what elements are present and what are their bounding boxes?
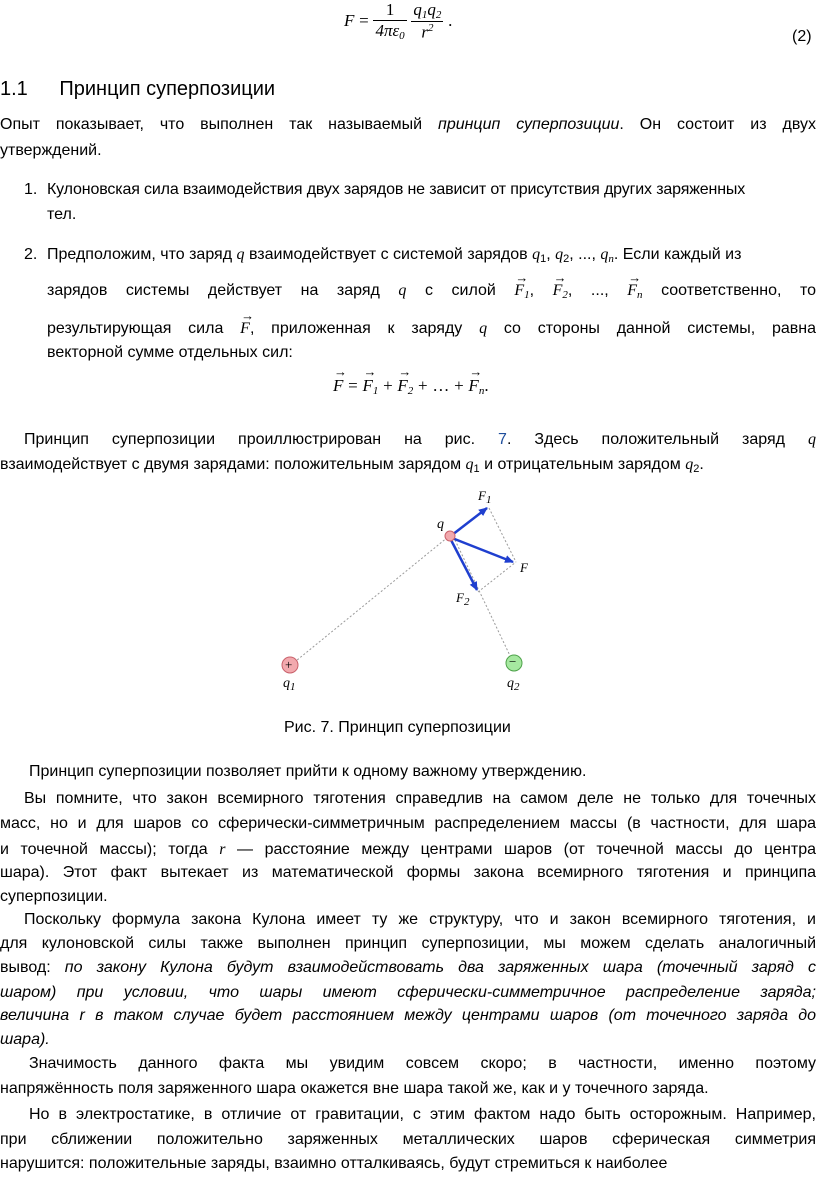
fig-intro-l2-text-a: взаимодействует с двумя зарядами: положительным зарядом	[0, 456, 462, 473]
fig-intro-q: q	[807, 431, 816, 448]
diagram-label-q2	[507, 676, 520, 693]
formula-r-sup: 2	[427, 22, 434, 34]
section-title: Принцип суперпозиции	[59, 78, 276, 100]
body-p4-line-1: Значимость данного факта мы увидим совсем скоро; в частности, именно поэтому	[29, 1055, 816, 1072]
figure-caption: Рис. 7. Принцип суперпозиции	[284, 719, 511, 736]
li2-Fn-letter: F	[627, 282, 638, 299]
diagram-label-q: q	[437, 517, 444, 532]
intro-line-2: утверждений.	[0, 142, 102, 159]
formula-den-1-sub: 0	[399, 30, 405, 43]
formula-q1-sub: 1	[421, 9, 428, 21]
formula-num-1: 1	[373, 0, 406, 21]
li2-q2: q	[555, 246, 564, 263]
li2-l3-text-b: , приложенная к заряду	[249, 320, 463, 337]
li2-text-b: взаимодействует с системой зарядов	[248, 246, 528, 263]
p3-l3-text-b: по закону Кулона будут взаимодействовать два заряженных шара (точечный заряд с	[64, 959, 816, 976]
formula-dot: .	[448, 10, 453, 30]
force-arrow-F1	[452, 508, 487, 535]
diagram-label-F1-sub: 1	[485, 494, 492, 506]
p2-l3-r: r	[219, 841, 226, 858]
fig-intro-text-a: Принцип суперпозиции проиллюстрирован на рис.	[24, 431, 476, 448]
list-item-2-line-2: зарядов системы действует на заряд q с силой → $F_1$, → $F_2$, ..., → $F_n$ соответственно, то	[47, 282, 816, 301]
dotted-line-q1-q	[291, 537, 448, 665]
formula-den-1: 4πε	[375, 21, 400, 41]
li2-text-c: . Если каждый из	[613, 246, 742, 263]
li2-q2-sub: 2	[563, 253, 570, 265]
diagram-label-F2	[456, 590, 469, 608]
section-number: 1.1	[0, 78, 28, 100]
eq-F1-letter: F	[362, 376, 373, 395]
diagram-label-F1	[478, 488, 491, 506]
eq-F2-letter: F	[397, 376, 408, 395]
list-item-1-line-1: Кулоновская сила взаимодействия двух зарядов не зависит от присутствия других заряженных	[47, 181, 746, 198]
body-p3-line-1: Поскольку формула закона Кулона имеет ту же структуру, что и закон всемирного тяготения, и	[24, 911, 816, 928]
body-p5-line-3: нарушится: положительные заряды, взаимно отталкиваясь, будут стремиться к наиболее	[0, 1155, 668, 1172]
p2-l3-text-a: и точечной массы); тогда	[0, 841, 208, 858]
li2-l2-text-a: зарядов системы действует на заряд	[47, 282, 380, 299]
li2-l3-text-a: результирующая сила	[47, 320, 224, 337]
list-marker-1: 1.	[24, 181, 38, 198]
diagram-label-F2-sub: 2	[463, 596, 470, 608]
eq-plus-3: +	[454, 376, 464, 395]
fig-intro-q1: q	[465, 456, 474, 473]
formula-q1: q	[413, 0, 422, 19]
eq-Fn-letter: F	[468, 376, 479, 395]
li2-l2-q: q	[398, 282, 407, 299]
li2-qn: q	[600, 246, 609, 263]
formula-q2: q	[427, 0, 436, 19]
formula-q2-sub: 2	[435, 9, 442, 21]
formula-r: r	[421, 22, 428, 42]
formula-eq: =	[359, 10, 369, 30]
eq-F2-sub: 2	[407, 385, 414, 397]
body-p1: Принцип суперпозиции позволяет прийти к одному важному утверждению.	[29, 763, 587, 780]
body-p2-line-1: Вы помните, что закон всемирного тяготения справедлив на самом деле не только для точечных	[24, 790, 816, 807]
eq-equals: =	[348, 376, 358, 395]
diagram-label-F2-letter: F	[456, 590, 464, 605]
p2-l3-text-b: — расстояние между центрами шаров (от точечной массы до центра	[237, 841, 816, 858]
body-p5-line-2: при сближении положительно заряженных металлических шаров сферическая симметрия	[0, 1131, 816, 1148]
body-p2-line-4: шара). Этот факт вытекает из математической формы закона всемирного тяготения и принципа	[0, 864, 816, 881]
diagram-label-F1-letter: F	[478, 488, 486, 503]
li2-l3-q: q	[479, 320, 488, 337]
list-item-2-line-4: векторной сумме отдельных сил:	[47, 344, 293, 361]
li2-q1-sub: 1	[540, 253, 547, 265]
plus-sign: +	[285, 657, 293, 672]
eq-dot: .	[484, 376, 489, 395]
fig-intro-l2-text-b: и отрицательным зарядом	[484, 456, 681, 473]
li2-l2-text-c: соответственно, то	[661, 282, 816, 299]
li2-text-a: Предположим, что заряд	[47, 246, 233, 263]
body-p3-line-6: шара).	[0, 1031, 50, 1048]
diagram-label-q1	[283, 676, 296, 693]
diagram-label-q1-sub: 1	[290, 681, 296, 693]
li2-F2-letter: F	[552, 282, 563, 299]
formula-lhs: F	[344, 10, 355, 30]
li2-l3-text-c: со стороны данной системы, равна	[503, 320, 816, 337]
body-p2-line-2: масс, но и для шаров со сферически-симметричным распределением массы (в частности, для шара	[0, 815, 816, 832]
body-p2-line-5: суперпозиции.	[0, 888, 108, 905]
li2-F2-sub: 2	[562, 289, 568, 301]
fig-intro-q2: q	[685, 456, 694, 473]
fig-intro-text-b: . Здесь положительный заряд	[506, 431, 786, 448]
eq-dots: …	[432, 376, 450, 395]
li2-l2-text-b: с силой	[424, 282, 496, 299]
eq-F1-sub: 1	[372, 385, 379, 397]
diagram-label-q2-sub: 2	[514, 681, 520, 693]
list-item-1-line-2: тел.	[47, 206, 77, 223]
li2-F1-sub: 1	[524, 289, 530, 301]
intro-text-a: Опыт показывает, что выполнен так называемый	[0, 116, 423, 133]
body-p3-line-4: шаром) при условии, что шары имеют сферически-симметричное распределение заряда;	[0, 984, 816, 1001]
li2-q: q	[236, 246, 245, 263]
body-p3-line-2: для кулоновской силы также выполнен принцип суперпозиции, мы можем сделать аналогичный	[0, 935, 816, 952]
eq-Fn-sub: n	[478, 385, 485, 397]
list-marker-2: 2.	[24, 246, 38, 263]
diagram-label-F: F	[520, 560, 528, 575]
diagram-label-q2-letter: q	[507, 676, 514, 691]
li2-l2-dots: ...	[590, 282, 605, 299]
intro-term: принцип суперпозиции	[438, 116, 620, 133]
eq-plus-2: +	[418, 376, 428, 395]
body-p5-line-1: Но в электростатике, в отличие от гравитации, с этим фактом надо быть осторожным. Например,	[29, 1106, 816, 1123]
fig-intro-l2-text-c: .	[699, 456, 704, 473]
body-p4-line-2: напряжённость поля заряженного шара окажется вне шара такой же, как и у точечного заряда.	[0, 1080, 709, 1097]
dotted-line-F2-F-tip	[478, 562, 516, 592]
minus-sign: −	[509, 654, 517, 669]
diagram-label-q1-letter: q	[283, 676, 290, 691]
p3-l3-text-a: вывод:	[0, 959, 51, 976]
test-charge-q	[445, 531, 455, 541]
li2-Fn-sub: n	[637, 289, 643, 301]
body-p2-line-3	[0, 841, 816, 859]
equation-number: (2)	[792, 28, 812, 45]
fig-intro-q2-sub: 2	[693, 463, 700, 475]
eq-F-letter: F	[333, 376, 344, 395]
figure-reference-link[interactable]: 7	[498, 431, 507, 448]
body-p3-line-5: величина r в таком случае будет расстоянием между центрами шаров (от точечного заряда до	[0, 1007, 816, 1024]
list-item-2-line-1: Предположим, что заряд q взаимодействует с системой зарядов $q_1$, $q_2$, ..., $q_n$. Если каждый из	[47, 246, 742, 265]
eq-plus-1: +	[383, 376, 393, 395]
li2-qn-sub: n	[608, 253, 614, 265]
intro-text-b: . Он состоит из двух	[619, 116, 816, 133]
body-p3-line-3	[0, 959, 816, 977]
li2-dots: ...	[578, 246, 592, 263]
li2-F-result-letter: F	[240, 320, 250, 337]
li2-F1-letter: F	[514, 282, 525, 299]
fig-intro-q1-sub: 1	[473, 463, 480, 475]
li2-q1: q	[532, 246, 541, 263]
